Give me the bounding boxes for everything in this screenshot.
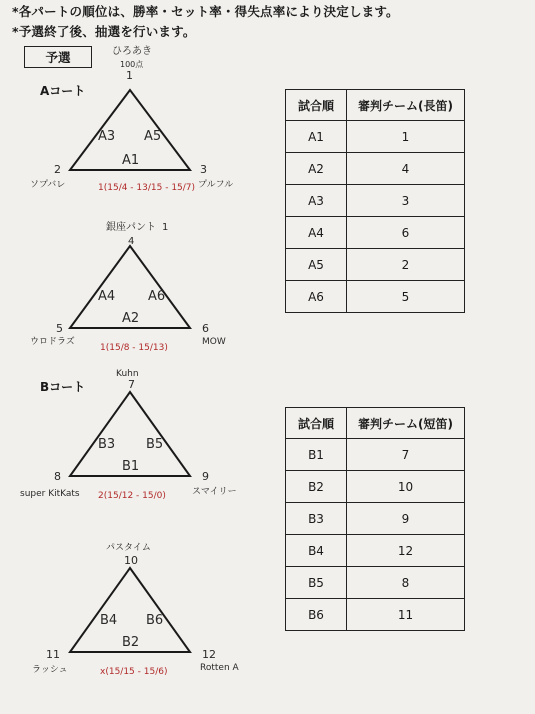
referee-cell: 9 <box>347 503 465 535</box>
match-cell: A1 <box>286 121 347 153</box>
match-left: A4 <box>98 289 116 304</box>
court-b-label: Bコート <box>40 380 86 394</box>
team-num-top: 1 <box>126 69 133 82</box>
team-name-left: ウロドラズ <box>30 337 75 347</box>
match-cell: A3 <box>286 185 347 217</box>
team-name-left: super KitKats <box>20 489 80 499</box>
match-cell: B5 <box>286 567 347 599</box>
team-name-top: Kuhn <box>116 369 139 379</box>
table-header-order: 試合順 <box>286 90 347 121</box>
team-name-top: 銀座パント <box>106 222 156 233</box>
table-row <box>286 503 465 535</box>
match-left: B3 <box>98 437 116 452</box>
team-extra-top: 1 <box>162 222 169 233</box>
rule-note-ranking: *各パートの順位は、勝率・セット率・得失点率により決定します。 <box>12 4 399 19</box>
table-row <box>286 599 465 631</box>
table-header-row <box>286 408 465 439</box>
team-num-right: 9 <box>202 470 209 483</box>
match-left: A3 <box>98 129 116 144</box>
team-num-left: 2 <box>54 163 61 176</box>
match-bottom: A1 <box>122 153 140 168</box>
table-row <box>286 439 465 471</box>
table-row <box>286 217 465 249</box>
table-header-referee: 審判チーム(短笛) <box>347 408 465 439</box>
table-header-referee: 審判チーム(長笛) <box>347 90 465 121</box>
referee-cell: 2 <box>347 249 465 281</box>
table-row <box>286 153 465 185</box>
match-cell: A4 <box>286 217 347 249</box>
section-label-prelim: 予選 <box>24 46 92 68</box>
referee-cell: 5 <box>347 281 465 313</box>
referee-table-b <box>285 407 465 631</box>
court-a-label: Aコート <box>40 84 86 98</box>
team-name-left: ソプバレ <box>30 180 66 190</box>
team-name-right: プルフル <box>198 180 234 190</box>
table-row <box>286 249 465 281</box>
match-left: B4 <box>100 613 118 628</box>
referee-cell: 3 <box>347 185 465 217</box>
table-row <box>286 121 465 153</box>
team-num-top: 7 <box>128 378 135 391</box>
score-bottom: 2(15/12 - 15/0) <box>98 491 166 501</box>
team-name-left: ラッシュ <box>32 665 68 675</box>
match-right: A5 <box>144 129 162 144</box>
table-row <box>286 185 465 217</box>
match-right: B5 <box>146 437 164 452</box>
team-name-right: スマイリー <box>192 487 237 497</box>
match-bottom: A2 <box>122 311 140 326</box>
match-cell: B2 <box>286 471 347 503</box>
team-num-left: 8 <box>54 470 61 483</box>
match-cell: A2 <box>286 153 347 185</box>
table-row <box>286 535 465 567</box>
team-name-right: Rotten A <box>200 663 239 673</box>
table-header-order: 試合順 <box>286 408 347 439</box>
match-cell: A6 <box>286 281 347 313</box>
referee-cell: 12 <box>347 535 465 567</box>
match-cell: B6 <box>286 599 347 631</box>
team-num-right: 6 <box>202 322 209 335</box>
team-num-right: 3 <box>200 163 207 176</box>
referee-cell: 7 <box>347 439 465 471</box>
team-name-right: MOW <box>202 337 226 347</box>
score-bottom: 1(15/4 - 13/15 - 15/7) <box>98 183 196 193</box>
match-bottom: B2 <box>122 635 140 650</box>
rule-note-draw: *予選終了後、抽選を行います。 <box>12 24 196 39</box>
team-num-left: 11 <box>46 648 60 661</box>
table-row <box>286 567 465 599</box>
table-row <box>286 281 465 313</box>
match-cell: B1 <box>286 439 347 471</box>
bracket-triangle-a1 <box>30 42 234 202</box>
referee-cell: 10 <box>347 471 465 503</box>
referee-cell: 1 <box>347 121 465 153</box>
referee-cell: 11 <box>347 599 465 631</box>
table-header-row <box>286 90 465 121</box>
team-name-top: パスタイム <box>106 543 151 553</box>
referee-table-a <box>285 89 465 313</box>
team-num-top: 4 <box>128 236 135 247</box>
team-name-top: ひろあき <box>112 46 152 57</box>
match-right: A6 <box>148 289 166 304</box>
referee-cell: 8 <box>347 567 465 599</box>
match-cell: B4 <box>286 535 347 567</box>
referee-cell: 6 <box>347 217 465 249</box>
match-right: B6 <box>146 613 164 628</box>
match-cell: B3 <box>286 503 347 535</box>
bracket-triangle-a2 <box>30 218 230 358</box>
team-num-right: 12 <box>202 648 216 661</box>
table-row <box>286 471 465 503</box>
team-num-left: 5 <box>56 322 63 335</box>
bracket-triangle-b1 <box>20 364 237 514</box>
match-cell: A5 <box>286 249 347 281</box>
match-bottom: B1 <box>122 459 140 474</box>
bracket-triangle-b2 <box>32 538 239 698</box>
team-num-top: 10 <box>124 554 138 567</box>
score-bottom: 1(15/8 - 15/13) <box>100 343 168 353</box>
referee-cell: 4 <box>347 153 465 185</box>
team-extra-top: 100点 <box>120 60 144 69</box>
score-bottom: x(15/15 - 15/6) <box>100 667 168 677</box>
